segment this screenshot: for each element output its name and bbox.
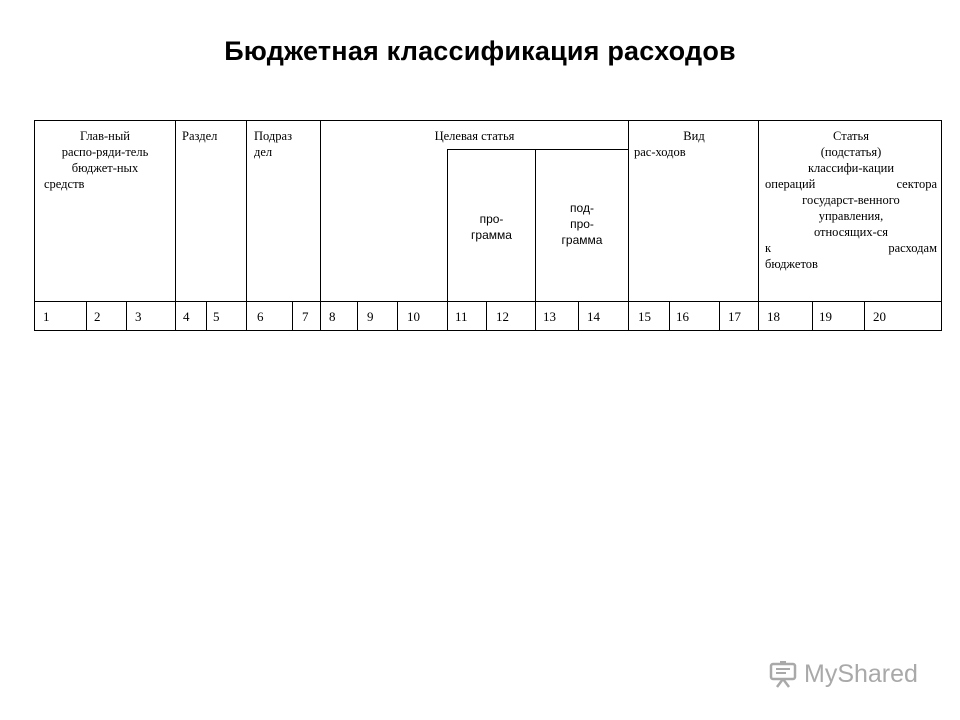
num-divider (812, 301, 813, 331)
header-word: операций (765, 177, 816, 191)
column-number: 8 (329, 309, 336, 324)
header-article-classification (765, 128, 937, 272)
column-number: 11 (455, 309, 468, 324)
header-line: грамма (561, 233, 603, 247)
num-divider (292, 301, 293, 331)
num-divider (397, 301, 398, 331)
header-line: распо-ряди-тель (61, 145, 149, 159)
header-line: Вид (683, 129, 705, 143)
col-divider (246, 120, 247, 331)
header-line: грамма (471, 228, 512, 242)
table-border-left (34, 120, 35, 331)
header-line: относящих-ся (813, 225, 889, 239)
header-line: под- (570, 201, 594, 215)
num-divider (669, 301, 670, 331)
header-line: рас-ходов (634, 145, 686, 159)
header-line: про- (570, 217, 594, 231)
column-number: 19 (819, 309, 832, 324)
column-number: 10 (407, 309, 420, 324)
header-main-manager (36, 128, 174, 192)
column-number: 18 (767, 309, 780, 324)
col-divider (758, 120, 759, 331)
column-number: 14 (587, 309, 600, 324)
table-border-right (941, 120, 942, 331)
column-number: 16 (676, 309, 689, 324)
header-line: Глав-ный (80, 129, 130, 143)
column-number: 5 (213, 309, 220, 324)
num-divider (206, 301, 207, 331)
header-target-article: Целевая статья (434, 129, 515, 143)
page-title: Бюджетная классификация расходов (224, 36, 736, 66)
column-number: 6 (257, 309, 264, 324)
header-word: расходам (888, 241, 937, 255)
header-word: сектора (896, 177, 937, 191)
row-separator (34, 301, 942, 302)
num-divider (719, 301, 720, 331)
table-border-bottom (34, 330, 942, 331)
watermark-logo (768, 656, 918, 692)
num-divider (126, 301, 127, 331)
column-number: 20 (873, 309, 886, 324)
num-divider (578, 301, 579, 331)
budget-classification-table (34, 120, 942, 331)
col-divider (628, 120, 629, 331)
header-line-justified (765, 176, 937, 192)
header-line-justified (765, 240, 937, 256)
num-divider (357, 301, 358, 331)
column-number: 3 (135, 309, 142, 324)
header-line: Подраз (254, 129, 293, 143)
column-number: 4 (183, 309, 190, 324)
header-line: управления, (818, 209, 884, 223)
num-divider (486, 301, 487, 331)
column-number: 12 (496, 309, 509, 324)
header-subprogram (536, 200, 628, 248)
header-line: дел (254, 145, 273, 159)
header-line: государст-венного (802, 193, 900, 207)
presentation-board-icon (768, 659, 798, 689)
header-expense-type (634, 128, 754, 160)
column-number: 17 (728, 309, 741, 324)
num-divider (86, 301, 87, 331)
header-line: бюджет-ных (71, 161, 139, 175)
header-word: к (765, 241, 772, 255)
column-number: 1 (43, 309, 50, 324)
col-divider (320, 120, 321, 331)
column-number: 7 (302, 309, 309, 324)
table-border-top (34, 120, 942, 121)
header-line: (подстатья) (820, 145, 882, 159)
header-line: бюджетов (765, 257, 818, 271)
column-number: 15 (638, 309, 651, 324)
header-line: Статья (833, 129, 869, 143)
col-divider (175, 120, 176, 331)
header-line: про- (479, 212, 504, 226)
header-line: классифи-кации (807, 161, 895, 175)
header-section: Раздел (182, 129, 218, 143)
watermark-text: MyShared (804, 659, 918, 688)
header-line: средств (44, 177, 85, 191)
header-program (448, 211, 535, 243)
column-number: 2 (94, 309, 101, 324)
column-number: 13 (543, 309, 556, 324)
header-subsection (254, 128, 292, 160)
num-divider (864, 301, 865, 331)
column-number: 9 (367, 309, 374, 324)
subheader-line (447, 149, 628, 150)
